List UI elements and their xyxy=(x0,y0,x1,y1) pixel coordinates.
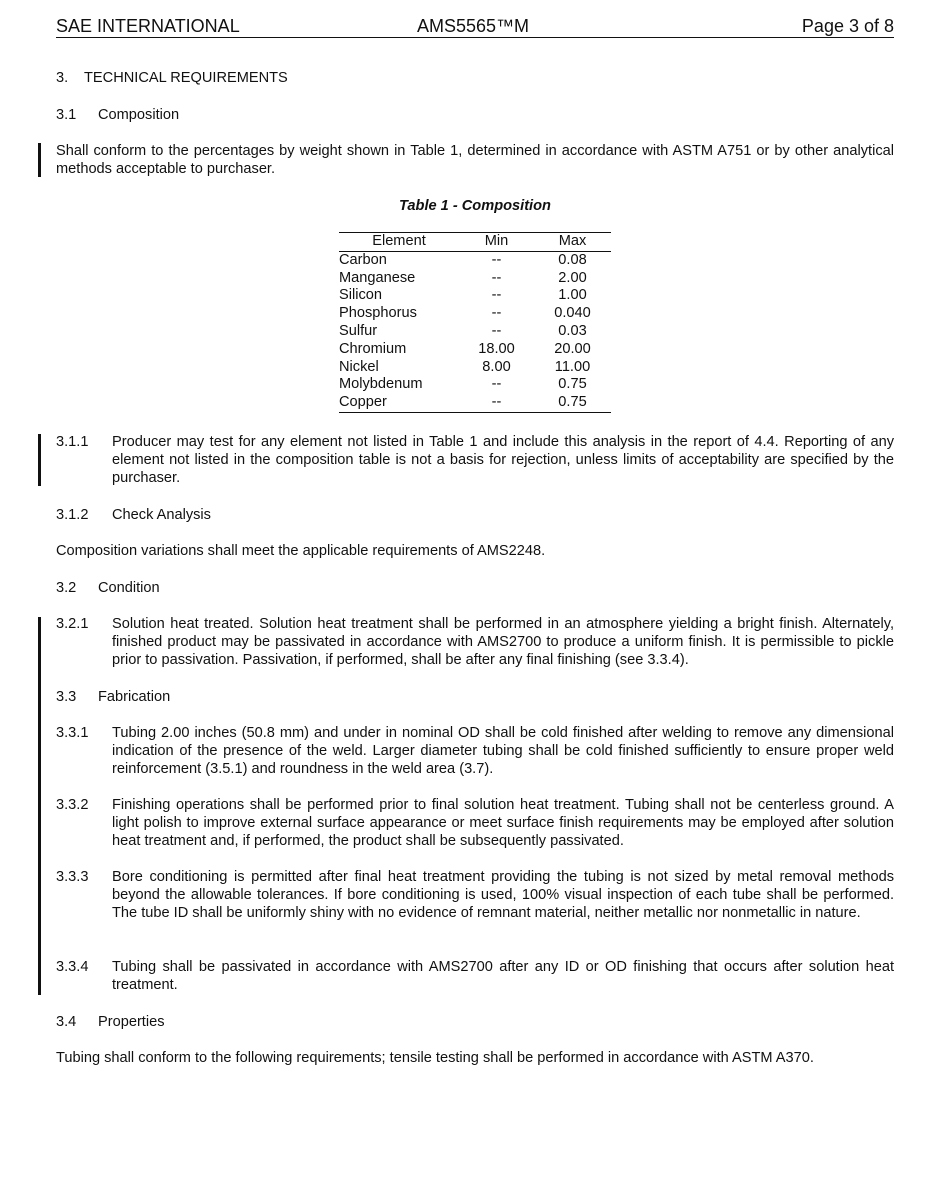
element-cell: Molybdenum xyxy=(339,376,423,393)
element-cell: Sulfur xyxy=(339,322,378,339)
paragraph-text: Tubing shall be passivated in accordance with AMS2700 after any ID or OD finishing that occurs after solution heat treatment. xyxy=(112,959,894,993)
section-heading xyxy=(56,688,894,706)
table-row xyxy=(339,270,611,288)
paragraph-number: 3.3.4 xyxy=(56,959,89,975)
table-row xyxy=(339,359,611,377)
min-cell: 8.00 xyxy=(482,358,511,375)
section-number: 3.4 xyxy=(56,1014,77,1030)
section-heading xyxy=(56,1013,894,1031)
section-title: Properties xyxy=(98,1014,165,1030)
change-bar xyxy=(38,143,41,177)
min-cell: -- xyxy=(491,376,502,393)
element-cell: Copper xyxy=(339,394,459,412)
max-cell: 2.00 xyxy=(558,269,587,286)
table-row xyxy=(339,341,611,359)
page-number: Page 3 of 8 xyxy=(801,16,894,36)
column-header: Min xyxy=(459,233,534,252)
element-cell: Nickel xyxy=(339,358,379,375)
element-cell: Carbon xyxy=(339,251,387,268)
paragraph: Composition variations shall meet the applicable requirements of AMS2248. xyxy=(56,543,546,559)
max-cell: 0.03 xyxy=(558,322,587,339)
section-title: Check Analysis xyxy=(112,507,211,523)
section-title: TECHNICAL REQUIREMENTS xyxy=(84,70,288,86)
min-cell: -- xyxy=(459,394,534,412)
section-number: 3.2 xyxy=(56,580,77,596)
min-cell: -- xyxy=(491,305,502,322)
table-row xyxy=(339,394,611,412)
section-heading xyxy=(56,106,894,124)
table-caption: Table 1 - Composition xyxy=(399,198,551,214)
composition-table xyxy=(339,232,611,413)
element-cell: Silicon xyxy=(339,287,382,304)
min-cell: -- xyxy=(491,287,502,304)
paragraph-number: 3.2.1 xyxy=(56,616,89,632)
element-cell: Phosphorus xyxy=(339,305,417,322)
min-cell: -- xyxy=(491,322,502,339)
min-cell: 18.00 xyxy=(478,340,515,357)
paragraph-text: Solution heat treated. Solution heat treatment shall be performed in an atmosphere yielding a bright finish. Alternately, finished product may be passivated in accordance with AMS2700 to produce a uniform finish. It is permissible to pickle prior to passivation. Passivation, if performed, shall be after any final finishing (see 3.3.4). xyxy=(112,616,894,668)
element-cell: Chromium xyxy=(339,340,407,357)
section-title: Condition xyxy=(98,580,160,596)
element-cell: Manganese xyxy=(339,269,416,286)
paragraph: Tubing shall conform to the following requirements; tensile testing shall be performed in accordance with ASTM A370. xyxy=(56,1050,814,1066)
table-row xyxy=(339,305,611,323)
document-number: AMS5565™M xyxy=(417,16,530,36)
max-cell: 0.75 xyxy=(558,376,587,393)
section-number: 3.1 xyxy=(56,107,77,123)
paragraph-number: 3.3.2 xyxy=(56,797,89,813)
max-cell: 0.08 xyxy=(558,251,587,268)
max-cell: 0.75 xyxy=(534,394,611,412)
page-header xyxy=(56,15,894,38)
min-cell: -- xyxy=(491,251,502,268)
table-row xyxy=(339,287,611,305)
change-bar xyxy=(38,617,41,995)
table-header-row xyxy=(339,233,611,252)
paragraph-text: Tubing 2.00 inches (50.8 mm) and under in nominal OD shall be cold finished after welding to remove any dimensional indication of the presence of the weld. Larger diameter tubing shall be cold finished sufficiently to ensure proper weld reinforcement (3.5.1) and roundness in the weld area (3.7). xyxy=(112,725,894,777)
publisher-name: SAE INTERNATIONAL xyxy=(56,16,240,36)
section-title: Fabrication xyxy=(98,689,171,705)
paragraph-number: 3.3.1 xyxy=(56,725,89,741)
table-row xyxy=(339,251,611,269)
section-heading xyxy=(56,69,894,87)
paragraph: Shall conform to the percentages by weight shown in Table 1, determined in accordance with ASTM A751 or by other analytical methods acceptable to purchaser. xyxy=(56,143,894,177)
min-cell: -- xyxy=(491,269,502,286)
max-cell: 20.00 xyxy=(554,340,591,357)
section-number: 3. xyxy=(56,70,69,86)
paragraph-text: Producer may test for any element not listed in Table 1 and include this analysis in the report of 4.4. Reporting of any element not listed in the composition table is not a basis for rejection, unless limits of acceptability are specified by the purchaser. xyxy=(112,434,894,486)
column-header: Element xyxy=(339,233,459,252)
section-heading xyxy=(56,579,894,597)
paragraph-number: 3.1.1 xyxy=(56,434,89,450)
change-bar xyxy=(38,434,41,486)
table-row xyxy=(339,376,611,394)
paragraph-number: 3.3.3 xyxy=(56,869,89,885)
max-cell: 0.040 xyxy=(554,305,591,322)
paragraph-text: Finishing operations shall be performed prior to final solution heat treatment. Tubing shall not be centerless ground. A light polish to improve external surface appearance or meet surface finish requirements may be employed after solution heat treatment and, if performed, the product shall be subsequently passivated. xyxy=(112,797,894,849)
max-cell: 1.00 xyxy=(558,287,587,304)
section-number: 3.3 xyxy=(56,689,77,705)
column-header: Max xyxy=(534,233,611,252)
table-row xyxy=(339,323,611,341)
section-title: Composition xyxy=(98,107,180,123)
section-number: 3.1.2 xyxy=(56,507,89,523)
max-cell: 11.00 xyxy=(554,358,591,375)
paragraph-text: Bore conditioning is permitted after final heat treatment providing the tubing is not sized by metal removal methods beyond the allowable tolerances. If bore conditioning is used, 100% visual inspection of each tube shall be performed. The tube ID shall be uniformly shiny with no evidence of remnant material, neither metallic nor nonmetallic in nature. xyxy=(112,869,894,921)
